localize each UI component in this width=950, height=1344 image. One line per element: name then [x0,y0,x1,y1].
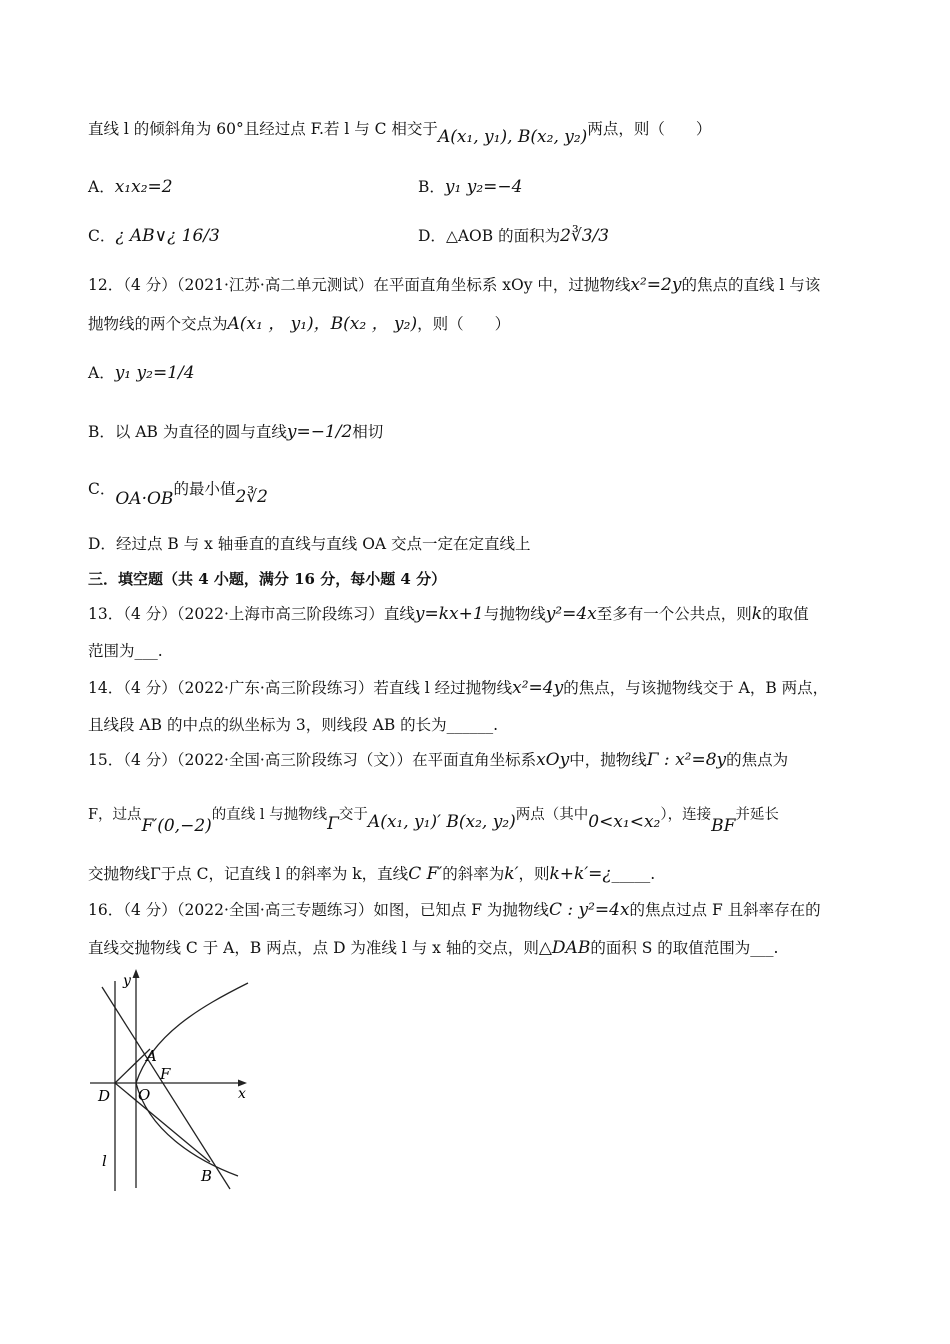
q11-option-a: A．x₁x₂=2 [88,177,173,197]
label-A: A [146,1047,157,1065]
q11-option-c: C．¿ AB∨¿ 16/3 [88,226,220,246]
label-F: F [160,1065,171,1083]
q16-line1: 16．（4 分）（2022·全国·高三专题练习）如图，已知点 F 为抛物线C : y²=4x的焦点过点 F 且斜率存在的 [88,900,821,920]
q14-line1: 14．（4 分）（2022·广东·高三阶段练习）若直线 l 经过抛物线x²=4y的焦点，与该抛物线交于 A，B 两点， [88,678,829,698]
q12-line1: 12．（4 分）（2021·江苏·高二单元测试）在平面直角坐标系 xOy 中，过抛物线x²=2y的焦点的直线 l 与该 [88,275,821,295]
q11-option-d: D．△AOB 的面积为2∛3/3 [418,226,610,246]
section-heading: 三．填空题（共 4 小题，满分 16 分，每小题 4 分） [88,570,447,588]
q16-line2: 直线交抛物线 C 于 A，B 两点，点 D 为准线 l 与 x 轴的交点，则△DAB的面积 S 的取值范围为___. [88,938,779,958]
q12-option-a: A．y₁ y₂=1/4 [88,363,195,383]
q12-line2: 抛物线的两个交点为A(x₁ ， y₁)，B(x₂ ， y₂)，则（ ） [88,314,511,334]
segment-DB [115,1083,210,1162]
q15-line2: F，过点F′(0,−2)的直线 l 与抛物线Γ交于A(x₁, y₁)′ B(x₂, y₂)两点（其中0<x₁<x₂），连接BF并延长 [88,807,779,836]
q13-line2: 范围为___. [88,642,163,660]
label-D: D [98,1087,111,1105]
label-O: O [138,1086,151,1104]
label-l: l [102,1152,107,1170]
segment-DA [115,1049,150,1083]
y-axis-arrow [133,969,140,978]
q12-option-b: B．以 AB 为直径的圆与直线y=−1/2相切 [88,422,384,442]
q15-line3: 交抛物线Γ于点 C，记直线 l 的斜率为 k，直线C F′的斜率为k′，则k+k′=¿_____. [88,864,656,884]
q12-option-d: D．经过点 B 与 x 轴垂直的直线与直线 OA 交点一定在定直线上 [88,535,531,553]
label-y: y [123,973,131,989]
q11-option-b: B．y₁ y₂=−4 [418,177,523,197]
q11-stem: 直线 l 的倾斜角为 60°且经过点 F.若 l 与 C 相交于A(x₁, y₁), B(x₂, y₂)两点，则（ ） [88,120,712,147]
q15-line1: 15．（4 分）（2022·全国·高三阶段练习（文））在平面直角坐标系xOy中，抛物线Γ : x²=8y的焦点为 [88,750,789,770]
label-B: B [201,1167,213,1185]
q13-line1: 13．（4 分）（2022·上海市高三阶段练习）直线y=kx+1与抛物线y²=4x至多有一个公共点，则k的取值 [88,604,809,624]
q12-option-c: C．OA·OB的最小值2∛2 [88,480,268,509]
label-x: x [238,1086,246,1102]
parabola-figure [90,965,255,1195]
q14-line2: 且线段 AB 的中点的纵坐标为 3，则线段 AB 的长为______. [88,716,499,734]
